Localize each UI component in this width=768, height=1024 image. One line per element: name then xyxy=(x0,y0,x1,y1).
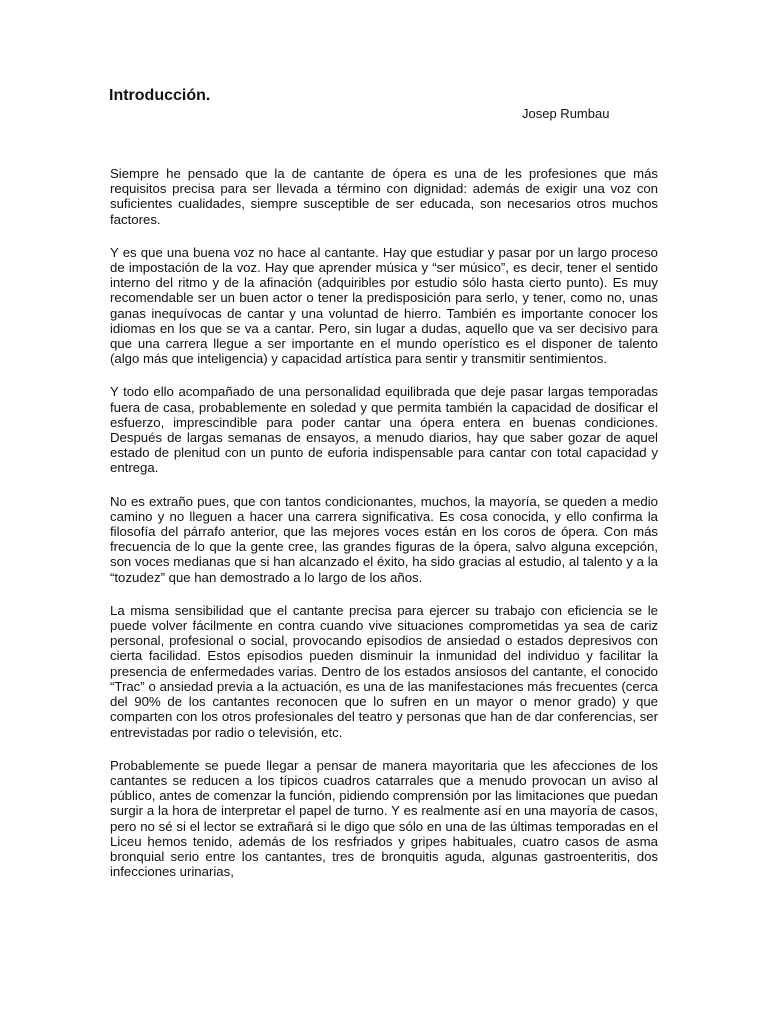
document-body xyxy=(110,166,658,897)
document-title: Introducción. xyxy=(109,87,211,104)
document-author: Josep Rumbau xyxy=(522,106,610,121)
paragraph-4: No es extraño pues, que con tantos condicionantes, muchos, la mayoría, se queden a medio camino y no lleguen a hacer una carrera significativa. Es cosa conocida, y ello confirma la filosofía del párrafo anterior, que las mejores voces están en los coros de ópera. Con más frecuencia de lo que la gente cree, las grandes figuras de la ópera, salvo alguna excepción, son voces medianas que si han alcanzado el éxito, ha sido gracias al estudio, al talento y a la “tozudez” que han demostrado a lo largo de los años. xyxy=(110,493,658,585)
paragraph-1: Siempre he pensado que la de cantante de ópera es una de les profesiones que más requisitos precisa para ser llevada a término con dignidad: además de exigir una voz con suficientes cualidades, siempre susceptible de ser educada, son necesarios otros muchos factores. xyxy=(110,166,658,227)
paragraph-2: Y es que una buena voz no hace al cantante. Hay que estudiar y pasar por un largo proceso de impostación de la voz. Hay que aprender música y “ser músico”, es decir, tener el sentido interno del ritmo y de la afinación (adquiribles por estudio sólo hasta cierto punto). Es muy recomendable ser un buen actor o tener la predisposición para serlo, y tener, como no, unas ganas inequívocas de cantar y una voluntad de hierro. También es importante conocer los idiomas en los que se va a cantar. Pero, sin lugar a dudas, aquello que va ser decisivo para que una carrera llegue a ser importante en el mundo operístico es el disponer de talento (algo más que inteligencia) y capacidad artística para sentir y transmitir sentimientos. xyxy=(110,244,658,367)
paragraph-6: Probablemente se puede llegar a pensar de manera mayoritaria que les afecciones de los cantantes se reducen a los típicos cuadros catarrales que a menudo provocan un aviso al público, antes de comenzar la función, pidiendo comprensión por las limitaciones que puedan surgir a la hora de interpretar el papel de turno. Y es realmente así en una mayoría de casos, pero no sé si el lector se extrañará si le digo que sólo en una de las últimas temporadas en el Liceu hemos tenido, además de los resfriados y gripes habituales, cuatro casos de asma bronquial serio entre los cantantes, tres de bronquitis aguda, algunas gastroenteritis, dos infecciones urinarias, xyxy=(110,757,658,880)
paragraph-3: Y todo ello acompañado de una personalidad equilibrada que deje pasar largas temporadas fuera de casa, probablemente en soledad y que permita también la capacidad de dosificar el esfuerzo, imprescindible para poder cantar una ópera entera en buenas condiciones. Después de largas semanas de ensayos, a menudo diarios, hay que saber gozar de aquel estado de plenitud con un punto de euforia indispensable para cantar con total capacidad y entrega. xyxy=(110,384,658,476)
paragraph-5: La misma sensibilidad que el cantante precisa para ejercer su trabajo con eficiencia se le puede volver fácilmente en contra cuando vive situaciones comprometidas ya sea de cariz personal, profesional o social, provocando episodios de ansiedad o estados depresivos con cierta facilidad. Estos episodios pueden disminuir la inmunidad del individuo y facilitar la presencia de enfermedades varias. Dentro de los estados ansiosos del cantante, el conocido “Trac” o ansiedad previa a la actuación, es una de las manifestaciones más frecuentes (cerca del 90% de los cantantes reconocen que lo sufren en un mayor o menor grado) y que comparten con los otros profesionales del teatro y personas que han de dar conferencias, ser entrevistadas por radio o televisión, etc. xyxy=(110,602,658,740)
